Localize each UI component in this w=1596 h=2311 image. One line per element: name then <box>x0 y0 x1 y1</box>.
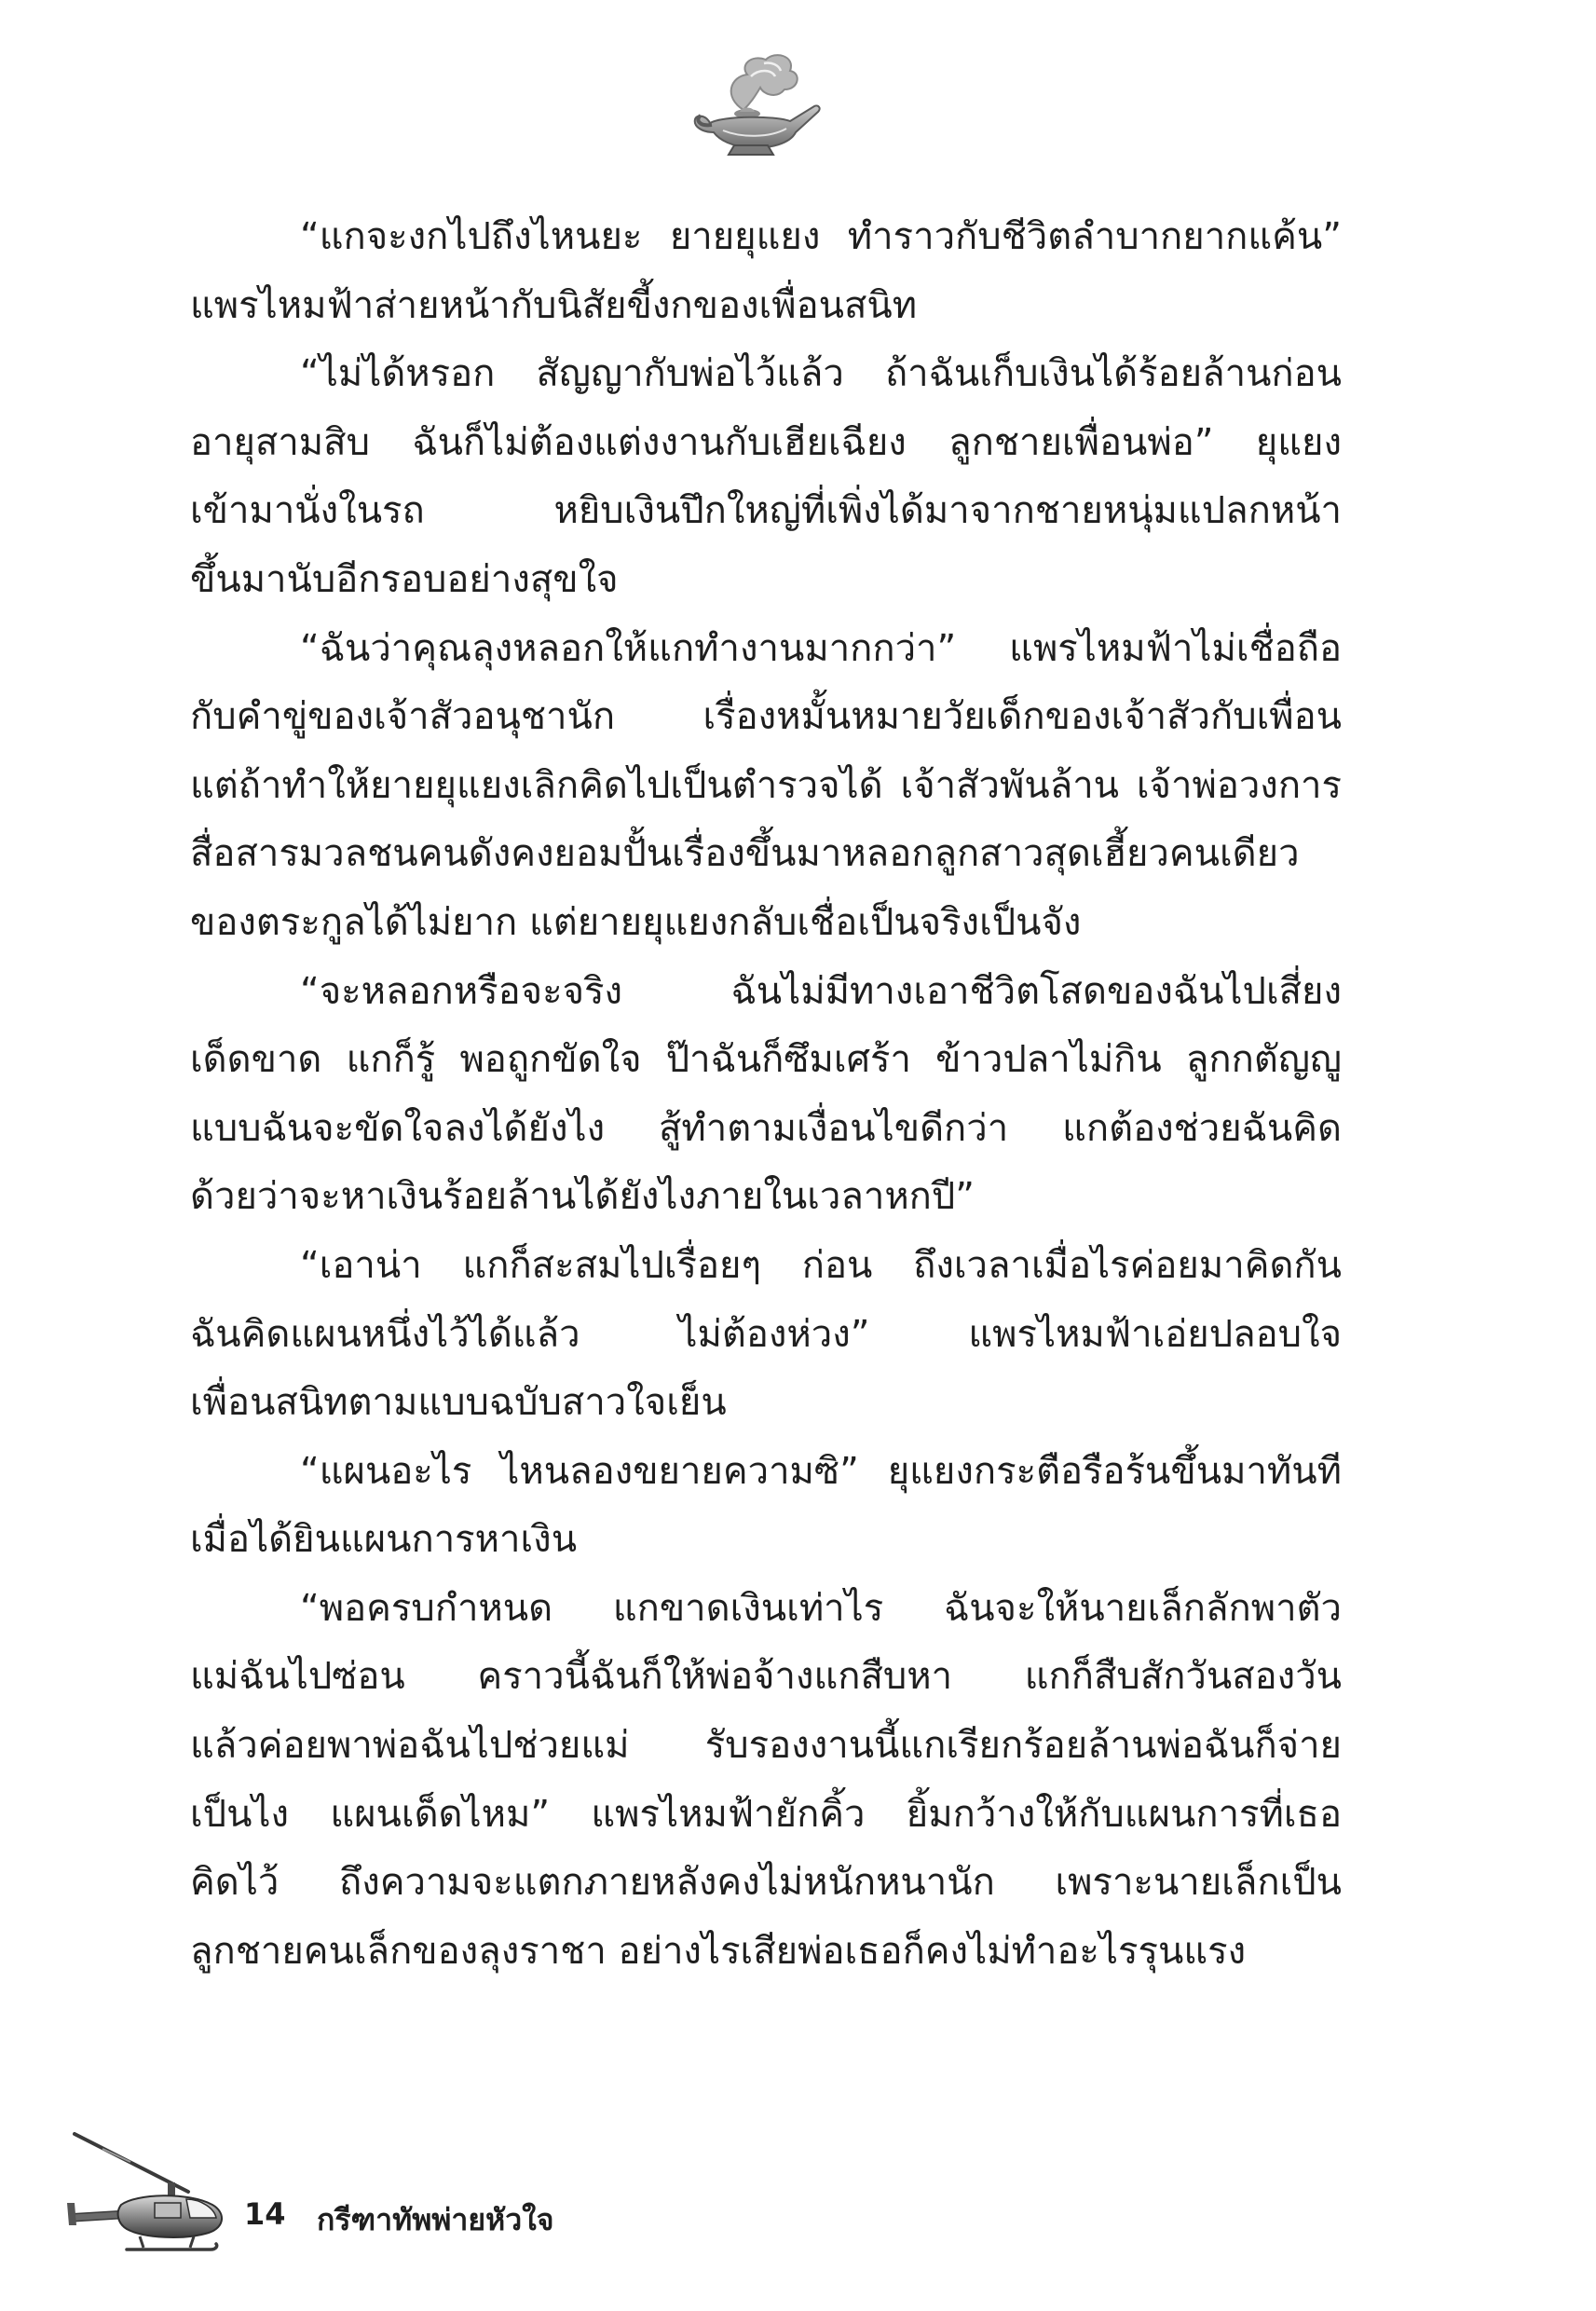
story-text <box>190 203 1342 1986</box>
text-line: ของตระกูลได้ไม่ยาก แต่ยายยุแยงกลับเชื่อเป็นจริงเป็นจัง <box>190 900 1082 944</box>
text-line: “แผนอะไร ไหนลองขยายความซิ” ยุแยงกระตือรือร้นขึ้นมาทันที <box>300 1449 1342 1493</box>
text-line: แพรไหมฟ้าส่ายหน้ากับนิสัยขี้งกของเพื่อนสนิท <box>190 283 918 327</box>
text-line: เข้ามานั่งในรถ หยิบเงินปึกใหญ่ที่เพิ่งได้มาจากชายหนุ่มแปลกหน้า <box>190 489 1342 533</box>
text-line: เด็ดขาด แกก็รู้ พอถูกขัดใจ ป๊าฉันก็ซึมเศร้า ข้าวปลาไม่กิน ลูกกตัญญู <box>190 1038 1342 1082</box>
text-line: ลูกชายคนเล็กของลุงราชา อย่างไรเสียพ่อเธอก็คงไม่ทำอะไรรุนแรง <box>190 1929 1247 1973</box>
text-line: “พอครบกำหนด แกขาดเงินเท่าไร ฉันจะให้นายเล็กลักพาตัว <box>300 1586 1342 1630</box>
text-line: อายุสามสิบ ฉันก็ไม่ต้องแต่งงานกับเฮียเฉียง ลูกชายเพื่อนพ่อ” ยุแยง <box>190 420 1342 464</box>
text-line: แล้วค่อยพาพ่อฉันไปช่วยแม่ รับรองงานนี้แกเรียกร้อยล้านพ่อฉันก็จ่าย <box>190 1724 1342 1768</box>
text-line: “จะหลอกหรือจะจริง ฉันไม่มีทางเอาชีวิตโสดของฉันไปเสี่ยง <box>300 969 1342 1013</box>
text-line: คิดไว้ ถึงความจะแตกภายหลังคงไม่หนักหนานัก เพราะนายเล็กเป็น <box>190 1861 1342 1905</box>
text-line: เพื่อนสนิทตามแบบฉบับสาวใจเย็น <box>190 1381 727 1425</box>
text-line: ด้วยว่าจะหาเงินร้อยล้านได้ยังไงภายในเวลาหกปี” <box>190 1175 975 1219</box>
helicopter-icon <box>65 2125 242 2264</box>
text-line: เป็นไง แผนเด็ดไหม” แพรไหมฟ้ายักคิ้ว ยิ้มกว้างให้กับแผนการที่เธอ <box>190 1792 1342 1836</box>
text-line: “แกจะงกไปถึงไหนยะ ยายยุแยง ทำราวกับชีวิตลำบากยากแค้น” <box>300 215 1342 258</box>
text-line: กับคำขู่ของเจ้าสัวอนุชานัก เรื่องหมั้นหมายวัยเด็กของเจ้าสัวกับเพื่อน <box>190 695 1342 739</box>
text-line: “ไม่ได้หรอก สัญญากับพ่อไว้แล้ว ถ้าฉันเก็บเงินได้ร้อยล้านก่อน <box>300 352 1342 396</box>
magic-lamp-icon <box>686 48 825 160</box>
text-line: เมื่อได้ยินแผนการหาเงิน <box>190 1518 578 1562</box>
text-line: “เอาน่า แกก็สะสมไปเรื่อยๆ ก่อน ถึงเวลาเมื่อไรค่อยมาคิดกัน <box>300 1243 1342 1287</box>
text-line: “ฉันว่าคุณลุงหลอกให้แกทำงานมากกว่า” แพรไหมฟ้าไม่เชื่อถือ <box>300 626 1342 670</box>
text-line: แม่ฉันไปซ่อน คราวนี้ฉันก็ให้พ่อจ้างแกสืบหา แกก็สืบสักวันสองวัน <box>190 1655 1342 1699</box>
text-line: ฉันคิดแผนหนึ่งไว้ได้แล้ว ไม่ต้องห่วง” แพรไหมฟ้าเอ่ยปลอบใจ <box>190 1312 1342 1356</box>
text-line: แบบฉันจะขัดใจลงได้ยังไง สู้ทำตามเงื่อนไขดีกว่า แกต้องช่วยฉันคิด <box>190 1106 1342 1150</box>
text-line: สื่อสารมวลชนคนดังคงยอมปั้นเรื่องขึ้นมาหลอกลูกสาวสุดเฮี้ยวคนเดียว <box>190 832 1300 876</box>
page-number: 14 <box>244 2196 286 2232</box>
text-line: ขึ้นมานับอีกรอบอย่างสุขใจ <box>190 557 619 601</box>
page-footer <box>65 2125 811 2264</box>
book-title: กรีฑาทัพพ่ายหัวใจ <box>317 2202 554 2237</box>
text-line: แต่ถ้าทำให้ยายยุแยงเลิกคิดไปเป็นตำรวจได้ เจ้าสัวพันล้าน เจ้าพ่อวงการ <box>190 763 1342 807</box>
